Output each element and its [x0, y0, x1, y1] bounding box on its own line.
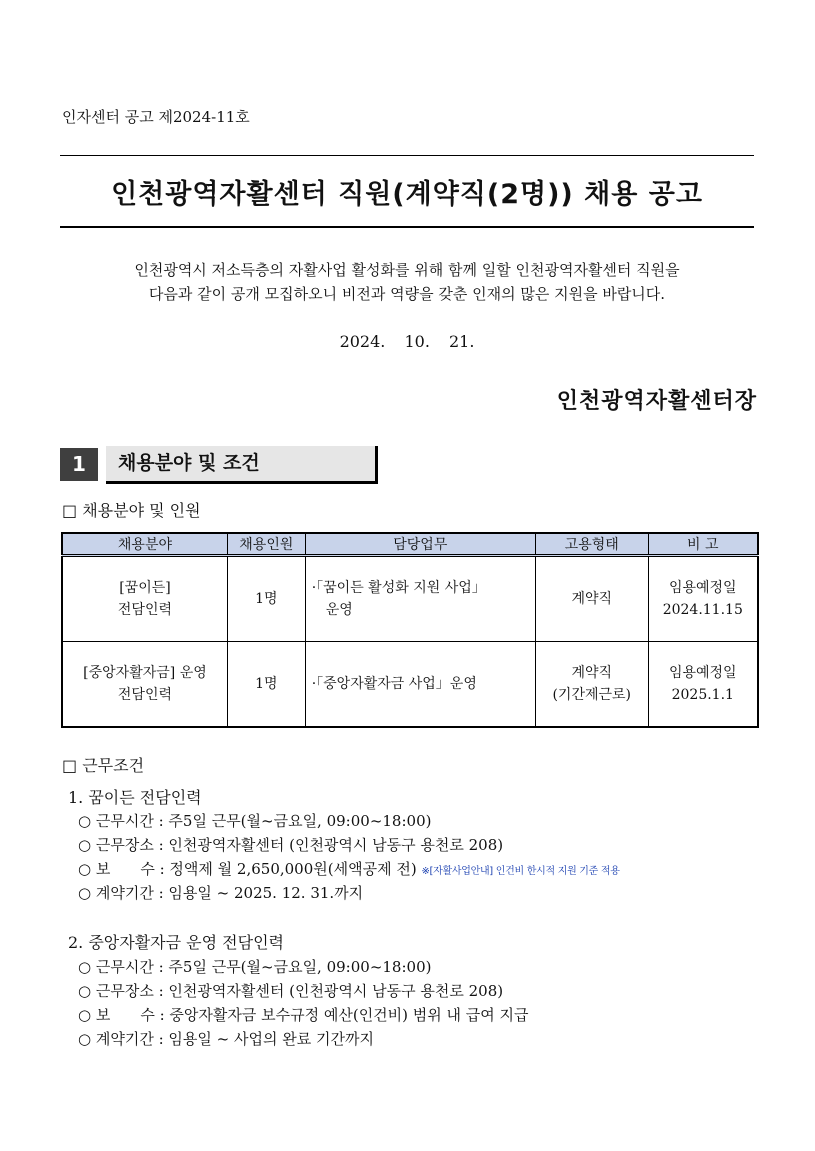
section-title: 채용분야 및 조건 [106, 446, 378, 484]
condition-footnote: ※[자활사업안내] 인건비 한시적 지원 기준 적용 [421, 866, 620, 877]
recruit-heading: □ 채용분야 및 인원 [62, 501, 201, 520]
conditions-heading: □ 근무조건 [62, 756, 145, 775]
condition-text: ○ 보 수 : 중앙자활자금 보수규정 예산(인건비) 범위 내 급여 지급 [78, 1006, 529, 1024]
condition-item [78, 882, 363, 903]
cell-field [62, 556, 227, 642]
cell-line: 전담인력 [117, 687, 173, 703]
table-header-row [62, 533, 758, 556]
header-field: 채용분야 [62, 533, 227, 556]
cell-line: 2024.11.15 [662, 602, 743, 618]
cell-line: 운영 [311, 602, 353, 618]
condition-item [78, 858, 620, 879]
condition-item [78, 956, 431, 977]
recruit-table [61, 532, 759, 728]
cell-line: 계약직 [571, 665, 613, 681]
title-rule-bottom [60, 226, 754, 228]
header-count: 채용인원 [227, 533, 305, 556]
signer: 인천광역자활센터장 [556, 388, 757, 414]
table-row [62, 556, 758, 642]
cell-type [535, 642, 648, 728]
header-note: 비 고 [648, 533, 758, 556]
condition-text: ○ 보 수 : 정액제 월 2,650,000원(세액공제 전) [78, 860, 417, 878]
cell-type [535, 556, 648, 642]
group-title: 1. 꿈이든 전담인력 [68, 788, 202, 807]
condition-item [78, 810, 431, 831]
intro-line: 인천광역시 저소득층의 자활사업 활성화를 위해 함께 일할 인천광역자활센터 직원을 [134, 261, 680, 279]
cell-line: 임용예정일 [668, 665, 737, 681]
cell-count: 1명 [227, 556, 305, 642]
condition-item [78, 1028, 374, 1049]
condition-text: ○ 근무시간 : 주5일 근무(월~금요일, 09:00~18:00) [78, 812, 432, 830]
cell-line: 계약직 [571, 591, 613, 607]
table-row [62, 642, 758, 728]
title-rule-top [60, 155, 754, 156]
cell-line: ·「중앙자활자금 사업」운영 [311, 676, 477, 692]
cell-count: 1명 [227, 642, 305, 728]
condition-text: ○ 근무장소 : 인천광역자활센터 (인천광역시 남동구 용천로 208) [78, 836, 504, 854]
cell-note [648, 556, 758, 642]
notice-number: 인자센터 공고 제2024-11호 [62, 108, 250, 126]
header-type: 고용형태 [535, 533, 648, 556]
intro-paragraph [60, 258, 754, 306]
page-title: 인천광역자활센터 직원(계약직(2명)) 채용 공고 [111, 179, 703, 210]
condition-item [78, 834, 503, 855]
cell-line: (기간제근로) [552, 687, 631, 703]
condition-text: ○ 계약기간 : 임용일 ~ 2025. 12. 31.까지 [78, 884, 364, 902]
condition-item [78, 1004, 529, 1025]
cell-line: 임용예정일 [668, 580, 737, 596]
cell-field [62, 642, 227, 728]
section-number: 1 [60, 448, 98, 481]
cell-duty [305, 556, 535, 642]
group-title: 2. 중앙자활자금 운영 전담인력 [68, 933, 284, 952]
cell-note [648, 642, 758, 728]
cell-line: [꿈이든] [119, 580, 171, 596]
condition-text: ○ 계약기간 : 임용일 ~ 사업의 완료 기간까지 [78, 1030, 374, 1048]
condition-text: ○ 근무시간 : 주5일 근무(월~금요일, 09:00~18:00) [78, 958, 432, 976]
cell-duty [305, 642, 535, 728]
cell-line: 2025.1.1 [671, 687, 734, 703]
condition-item [78, 980, 503, 1001]
cell-line: ·「꿈이든 활성화 지원 사업」 [311, 580, 486, 596]
cell-line: [중앙자활자금] 운영 [83, 665, 207, 681]
notice-date: 2024. 10. 21. [339, 332, 475, 351]
condition-text: ○ 근무장소 : 인천광역자활센터 (인천광역시 남동구 용천로 208) [78, 982, 504, 1000]
cell-line: 전담인력 [117, 602, 173, 618]
header-duty: 담당업무 [305, 533, 535, 556]
intro-line: 다음과 같이 공개 모집하오니 비전과 역량을 갖춘 인재의 많은 지원을 바랍니다. [148, 285, 666, 303]
